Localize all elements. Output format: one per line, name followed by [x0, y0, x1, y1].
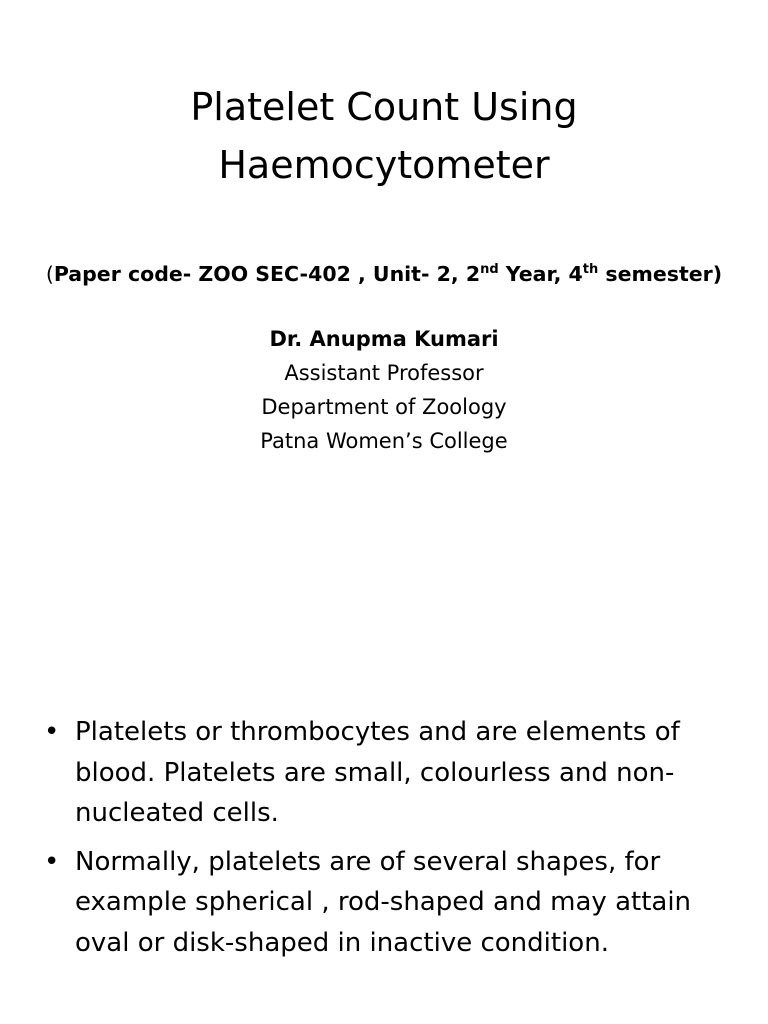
paper-code-open-paren: ( — [45, 262, 54, 286]
bullet-item-1 — [40, 712, 730, 834]
bullet-text-1: Platelets or thrombocytes and are elements of blood. Platelets are small, colourless and non-nucleated cells. — [75, 717, 680, 828]
paper-code-text-2: Year, 4 — [498, 262, 583, 286]
author-name: Dr. Anupma Kumari — [269, 327, 499, 351]
bullet-item-2 — [40, 842, 730, 964]
content-slide — [0, 512, 768, 1024]
paper-code-line — [0, 258, 768, 290]
paper-code-text — [54, 262, 722, 286]
paper-code-sup-2: th — [582, 262, 599, 278]
author-institution: Patna Women’s College — [260, 429, 508, 453]
bullet-icon: • — [44, 717, 60, 747]
paper-code-text-3: semester) — [598, 262, 723, 286]
paper-code-text-1: Paper code- ZOO SEC-402 , Unit- 2, 2 — [53, 262, 481, 286]
author-department: Department of Zoology — [261, 395, 507, 419]
paper-code-sup-1: nd — [480, 262, 499, 278]
slide-title — [0, 78, 768, 194]
bullet-text-2: Normally, platelets are of several shapes, for example spherical , rod-shaped and may attain oval or disk-shaped in inactive condition. — [75, 846, 692, 958]
author-block — [0, 322, 768, 458]
author-role: Assistant Professor — [284, 361, 484, 385]
bullet-icon: • — [44, 846, 60, 877]
title-line-1: Platelet Count Using — [190, 85, 578, 129]
title-line-2: Haemocytometer — [218, 143, 550, 187]
bullet-list — [40, 712, 730, 971]
